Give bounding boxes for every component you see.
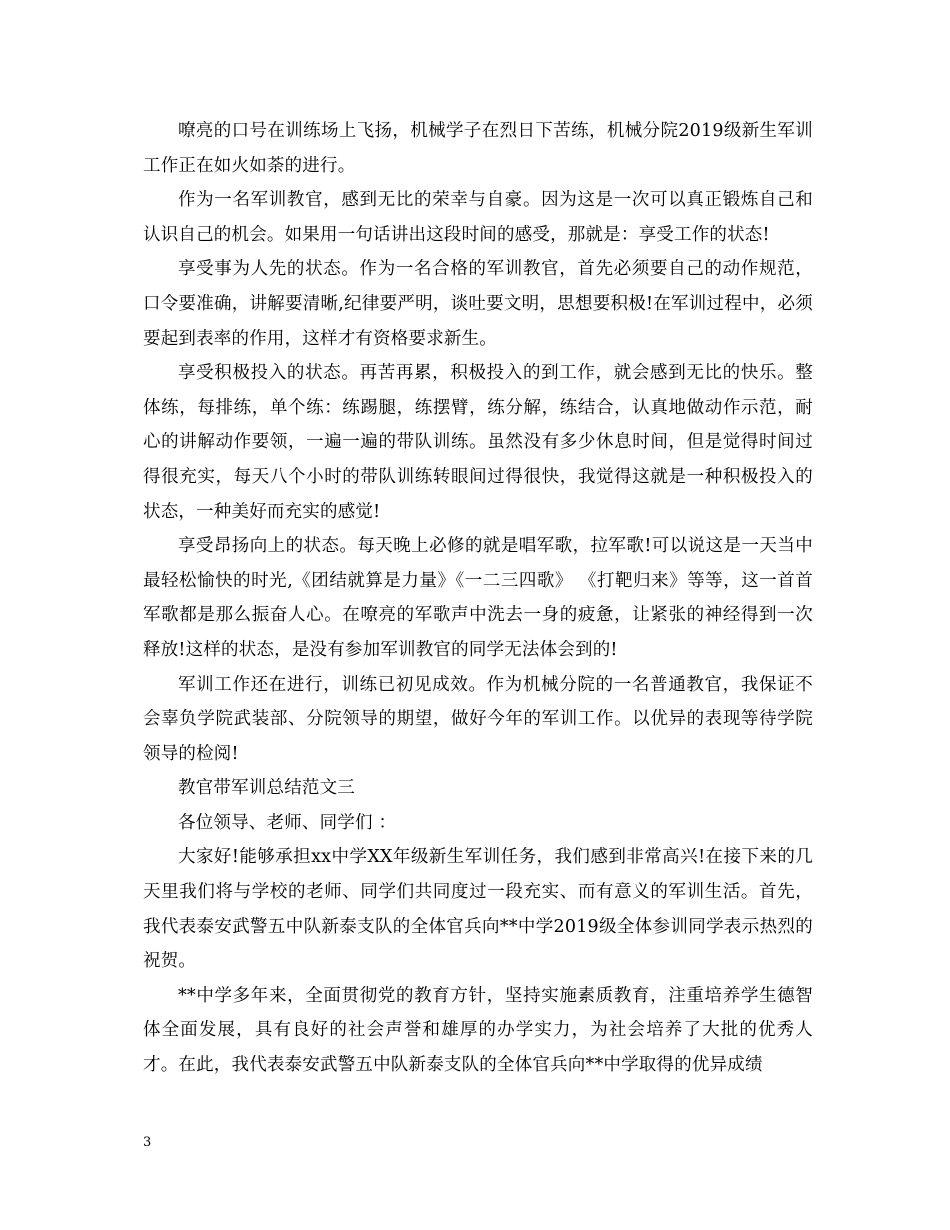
paragraph-5: 享受昂扬向上的状态。每天晚上必修的就是唱军歌，拉军歌!可以说这是一天当中最轻松愉快的时光,《团结就算是力量》《一二三四歌》 《打靶归来》等等，这一首首军歌都是那么振奋人心。在嘹亮的军歌声中洗去一身的疲惫，让紧张的神经得到一次释放!这样的状态，是没有参加军训教官的同学无法体会到的! <box>143 536 813 660</box>
paragraph-6: 军训工作还在进行，训练已初见成效。作为机械分院的一名普通教官，我保证不会辜负学院武装部、分院领导的期望，做好今年的军训工作。以优异的表现等待学院领导的检阅! <box>143 674 813 764</box>
paragraph-1: 嘹亮的口号在训练场上飞扬，机械学子在烈日下苦练，机械分院2019级新生军训工作正在如火如荼的进行。 <box>143 121 813 176</box>
document-body <box>143 114 813 1083</box>
paragraph-10: **中学多年来，全面贯彻党的教育方针，坚持实施素质教育，注重培养学生德智体全面发展，具有良好的社会声誉和雄厚的办学实力，为社会培养了大批的优秀人才。在此，我代表泰安武警五中队新泰支队的全体官兵向**中学取得的优异成绩 <box>143 985 813 1076</box>
paragraph-3: 享受事为人先的状态。作为一名合格的军训教官，首先必须要自己的动作规范，口令要准确，讲解要清晰,纪律要严明，谈吐要文明，思想要积极!在军训过程中，必须要起到表率的作用，这样才有资格要求新生。 <box>143 259 813 349</box>
salutation: 各位领导、老师、同学们 ： <box>178 812 397 833</box>
section-heading: 教官带军训总结范文三 <box>178 778 355 799</box>
paragraph-4: 享受积极投入的状态。再苦再累，积极投入的到工作，就会感到无比的快乐。整体练，每排练，单个练：练踢腿，练摆臂，练分解，练结合，认真地做动作示范，耐心的讲解动作要领，一遍一遍的带队训练。虽然没有多少休息时间，但是觉得时间过得很充实，每天八个小时的带队训练转眼间过得很快，我觉得这就是一种积极投入的状态，一种美好而充实的感觉! <box>143 363 813 522</box>
paragraph-9: 大家好!能够承担xx中学XX年级新生军训任务，我们感到非常高兴!在接下来的几天里我们将与学校的老师、同学们共同度过一段充实、而有意义的军训生活。首先，我代表泰安武警五中队新泰支队的全体官兵向**中学2019级全体参训同学表示热烈的祝贺。 <box>143 847 813 972</box>
page-number: 3 <box>143 1135 152 1150</box>
paragraph-2: 作为一名军训教官，感到无比的荣幸与自豪。因为这是一次可以真正锻炼自己和认识自己的机会。如果用一句话讲出这段时间的感受，那就是：享受工作的状态! <box>143 190 813 245</box>
